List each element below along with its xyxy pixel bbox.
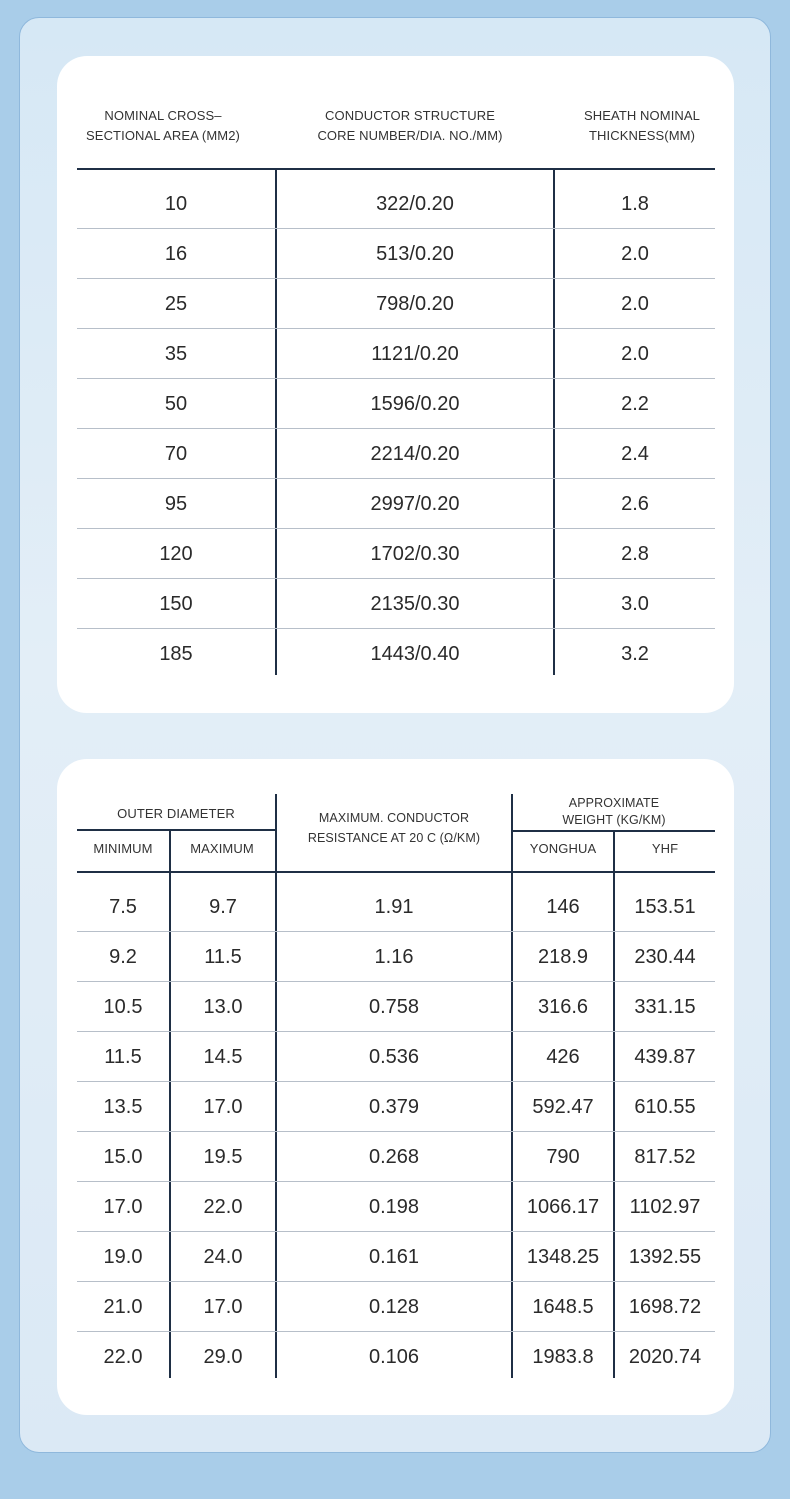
table-cell: 21.0 (103, 1296, 143, 1318)
table-cell: 15.0 (103, 1146, 143, 1168)
table-cell: 153.51 (634, 896, 696, 918)
table-cell: 14.5 (203, 1046, 243, 1068)
table-cell: 230.44 (634, 946, 696, 968)
table-cell: 3.0 (621, 593, 649, 615)
table-cell: 95 (164, 493, 188, 515)
table-cell: 17.0 (203, 1096, 243, 1118)
header-conductor-structure (277, 106, 543, 146)
header-line: CONDUCTOR STRUCTURE (325, 108, 495, 123)
table-cell: 1983.8 (532, 1346, 594, 1368)
table-cell: 3.2 (621, 643, 649, 665)
table-cell: 24.0 (203, 1246, 243, 1268)
row-separator (77, 578, 715, 579)
header-line: SECTIONAL AREA (MM2) (86, 128, 240, 143)
header-sheath-thickness (557, 106, 727, 146)
table-cell: 2.0 (621, 343, 649, 365)
row-separator (77, 1081, 715, 1082)
table-cell: 817.52 (634, 1146, 696, 1168)
header-maximum: MAXIMUM (190, 841, 254, 856)
table-cell: 426 (546, 1046, 580, 1068)
header-rule (77, 168, 715, 170)
table-cell: 11.5 (204, 946, 242, 968)
table-cell: 1698.72 (628, 1296, 702, 1318)
table-cell: 10.5 (103, 996, 143, 1018)
header-approx-weight (513, 795, 715, 829)
table-cell: 50 (164, 393, 188, 415)
row-separator (77, 378, 715, 379)
table-cell: 2.2 (621, 393, 649, 415)
table-cell: 120 (159, 543, 193, 565)
table-cell: 0.758 (368, 996, 420, 1018)
table-cell: 513/0.20 (376, 243, 454, 265)
table-cell: 17.0 (103, 1196, 143, 1218)
row-separator (77, 1331, 715, 1332)
table-cell: 1.16 (374, 946, 414, 968)
header-resistance (277, 808, 511, 848)
row-separator (77, 228, 715, 229)
table-cell: 610.55 (634, 1096, 696, 1118)
header-line: RESISTANCE AT 20 C (Ω/KM) (307, 831, 481, 845)
row-separator (77, 278, 715, 279)
row-separator (77, 981, 715, 982)
row-separator (77, 1231, 715, 1232)
row-separator (77, 931, 715, 932)
table-cell: 10 (164, 193, 188, 215)
row-separator (77, 1281, 715, 1282)
header-line: WEIGHT (KG/KM) (562, 813, 666, 827)
header-line: CORE NUMBER/DIA. NO./MM) (317, 128, 503, 143)
table-cell: 2.4 (621, 443, 649, 465)
table-cell: 2997/0.20 (370, 493, 460, 515)
subheader-rule (77, 829, 275, 831)
row-separator (77, 1131, 715, 1132)
table-cell: 331.15 (634, 996, 696, 1018)
table-cell: 1443/0.40 (370, 643, 460, 665)
table-cell: 2020.74 (628, 1346, 702, 1368)
table-cell: 1348.25 (526, 1246, 600, 1268)
table-cell: 9.2 (109, 946, 137, 968)
row-separator (77, 628, 715, 629)
row-separator (77, 1031, 715, 1032)
table-cell: 1102.97 (629, 1196, 701, 1218)
table-cell: 16 (164, 243, 188, 265)
header-yhf: YHF (651, 841, 679, 856)
table-cell: 1.8 (621, 193, 649, 215)
header-nominal-area (57, 106, 269, 146)
table-cell: 150 (159, 593, 193, 615)
table-cell: 1596/0.20 (370, 393, 460, 415)
table-cell: 1648.5 (532, 1296, 594, 1318)
header-minimum: MINIMUM (93, 841, 153, 856)
table-cell: 316.6 (537, 996, 589, 1018)
table-cell: 22.0 (103, 1346, 143, 1368)
header-outer-diameter: OUTER DIAMETER (117, 806, 235, 821)
table-cell: 70 (164, 443, 188, 465)
table-cell: 798/0.20 (376, 293, 454, 315)
row-separator (77, 1181, 715, 1182)
electrical-spec-card (57, 759, 734, 1415)
table-cell: 19.0 (103, 1246, 143, 1268)
table-cell: 0.198 (368, 1196, 420, 1218)
table-cell: 1392.55 (628, 1246, 702, 1268)
table-cell: 0.106 (368, 1346, 420, 1368)
table-cell: 0.268 (368, 1146, 420, 1168)
table-cell: 35 (164, 343, 188, 365)
header-line: MAXIMUM. CONDUCTOR (318, 811, 470, 825)
table-cell: 2135/0.30 (370, 593, 460, 615)
table-cell: 0.536 (368, 1046, 420, 1068)
header-line: APPROXIMATE (568, 796, 660, 810)
header-rule (77, 871, 715, 873)
table-cell: 1.91 (374, 896, 414, 918)
table-cell: 29.0 (203, 1346, 243, 1368)
table-cell: 11.5 (104, 1046, 142, 1068)
table-cell: 2.0 (621, 293, 649, 315)
table-cell: 17.0 (203, 1296, 243, 1318)
table-cell: 9.7 (209, 896, 237, 918)
table-cell: 2.6 (621, 493, 649, 515)
table-cell: 1066.17 (526, 1196, 600, 1218)
table-cell: 7.5 (109, 896, 137, 918)
table-cell: 0.161 (368, 1246, 420, 1268)
table-cell: 322/0.20 (376, 193, 454, 215)
table-cell: 13.0 (203, 996, 243, 1018)
table-cell: 790 (546, 1146, 580, 1168)
table-cell: 13.5 (103, 1096, 143, 1118)
table-cell: 25 (164, 293, 188, 315)
table-cell: 592.47 (532, 1096, 594, 1118)
header-line: THICKNESS(MM) (588, 128, 696, 143)
table-cell: 146 (546, 896, 580, 918)
table-cell: 1121/0.20 (371, 343, 459, 365)
header-line: NOMINAL CROSS– (104, 108, 222, 123)
table-cell: 218.9 (537, 946, 589, 968)
table-cell: 0.379 (368, 1096, 420, 1118)
row-separator (77, 478, 715, 479)
table-cell: 2214/0.20 (370, 443, 460, 465)
row-separator (77, 328, 715, 329)
header-yonghua: YONGHUA (529, 841, 597, 856)
row-separator (77, 428, 715, 429)
table-cell: 1702/0.30 (370, 543, 460, 565)
table-cell: 185 (159, 643, 193, 665)
conductor-spec-card (57, 56, 734, 713)
table-cell: 19.5 (203, 1146, 243, 1168)
table-cell: 439.87 (634, 1046, 696, 1068)
row-separator (77, 528, 715, 529)
table-cell: 2.8 (621, 543, 649, 565)
table-cell: 22.0 (203, 1196, 243, 1218)
table-cell: 2.0 (621, 243, 649, 265)
table-cell: 0.128 (368, 1296, 420, 1318)
header-line: SHEATH NOMINAL (583, 108, 700, 123)
